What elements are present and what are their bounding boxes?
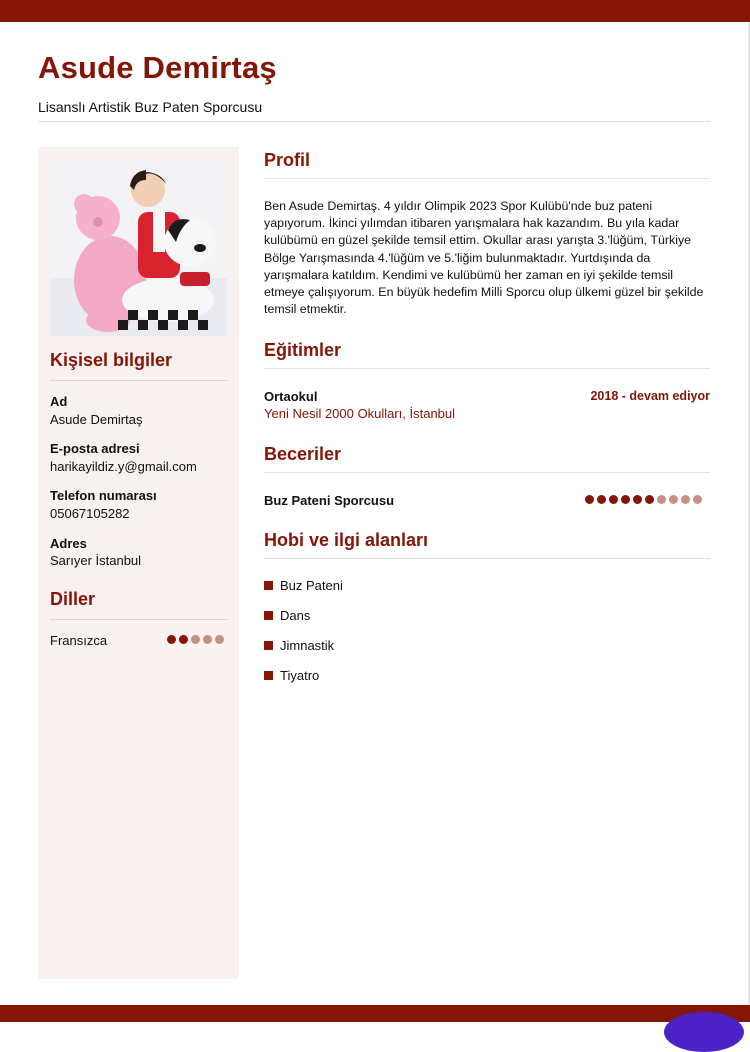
list-item <box>264 668 343 698</box>
rating-dot-icon <box>167 635 176 644</box>
square-bullet-icon <box>264 671 273 680</box>
rating-dot-icon <box>203 635 212 644</box>
address-label: Adres <box>50 536 87 551</box>
education-divider <box>264 368 710 369</box>
skills-heading: Beceriler <box>264 444 342 464</box>
rating-dot-icon <box>645 495 654 504</box>
header-divider <box>38 121 710 122</box>
rating-dot-icon <box>633 495 642 504</box>
page-subtitle: Lisanslı Artistik Buz Paten Sporcusu <box>38 99 263 115</box>
square-bullet-icon <box>264 581 273 590</box>
rating-dot-icon <box>585 495 594 504</box>
languages-heading: Diller <box>50 589 96 609</box>
skills-divider <box>264 472 710 473</box>
profile-photo-illustration <box>50 160 227 336</box>
personal-info-heading: Kişisel bilgiler <box>50 350 173 370</box>
rating-dot-icon <box>621 495 630 504</box>
hobby-label: Dans <box>280 608 311 623</box>
skill-rating <box>585 495 702 504</box>
list-item <box>264 608 343 638</box>
profile-divider <box>264 178 710 179</box>
skill-name: Buz Pateni Sporcusu <box>264 493 395 508</box>
profile-photo <box>50 160 227 336</box>
rating-dot-icon <box>191 635 200 644</box>
languages-divider <box>50 619 227 620</box>
name-value: Asude Demirtaş <box>50 412 143 427</box>
rating-dot-icon <box>597 495 606 504</box>
education-school: Yeni Nesil 2000 Okulları, İstanbul <box>264 406 456 421</box>
rating-dot-icon <box>609 495 618 504</box>
rating-dot-icon <box>681 495 690 504</box>
education-title: Ortaokul <box>264 389 318 404</box>
hobbies-divider <box>264 558 710 559</box>
education-date: 2018 - devam ediyor <box>590 389 710 403</box>
rating-dot-icon <box>179 635 188 644</box>
phone-label: Telefon numarası <box>50 488 157 503</box>
rating-dot-icon <box>215 635 224 644</box>
language-name: Fransızca <box>50 633 108 648</box>
bottom-accent-bar <box>0 1005 750 1022</box>
personal-info-divider <box>50 380 227 381</box>
page-title: Asude Demirtaş <box>38 50 277 85</box>
email-value: harikayildiz.y@gmail.com <box>50 459 197 474</box>
language-rating <box>167 635 224 644</box>
hobbies-heading: Hobi ve ilgi alanları <box>264 530 429 550</box>
education-heading: Eğitimler <box>264 340 342 360</box>
hobby-label: Jimnastik <box>280 638 335 653</box>
profile-heading: Profil <box>264 150 311 170</box>
address-value: Sarıyer İstanbul <box>50 553 142 568</box>
list-item <box>264 578 343 608</box>
profile-text: Ben Asude Demirtaş. 4 yıldır Olimpik 2023 Spor Kulübü'nde buz pateni yapıyorum. İkinci yılımdan itibaren yarışmalara hak kazandım. Bu yıla kadar kulübümü en güzel şekilde temsil ettim. Okullar arası yarışta 3.'lüğüm, Türkiye Bölge Yarışmasında 4.'lüğüm ve 5.'liğim bulunmaktadır. Yurtdışında da yarışmalara katıldım. Kendimi ve kulübümü her zaman en iyi şekilde temsil etmeye çalışıyorum. En büyük hedefim Milli Sporcu olup ülkemi güzel bir şekilde temsil etmektir. <box>264 199 704 317</box>
top-accent-bar <box>0 0 750 22</box>
rating-dot-icon <box>657 495 666 504</box>
hobby-list <box>264 578 343 698</box>
corner-decoration <box>664 1012 744 1052</box>
square-bullet-icon <box>264 641 273 650</box>
rating-dot-icon <box>669 495 678 504</box>
rating-dot-icon <box>693 495 702 504</box>
square-bullet-icon <box>264 611 273 620</box>
hobby-label: Buz Pateni <box>280 578 343 593</box>
hobby-label: Tiyatro <box>280 668 320 683</box>
phone-value: 05067105282 <box>50 506 130 521</box>
name-label: Ad <box>50 394 68 409</box>
sidebar <box>38 147 239 979</box>
email-label: E-posta adresi <box>50 441 140 456</box>
list-item <box>264 638 343 668</box>
